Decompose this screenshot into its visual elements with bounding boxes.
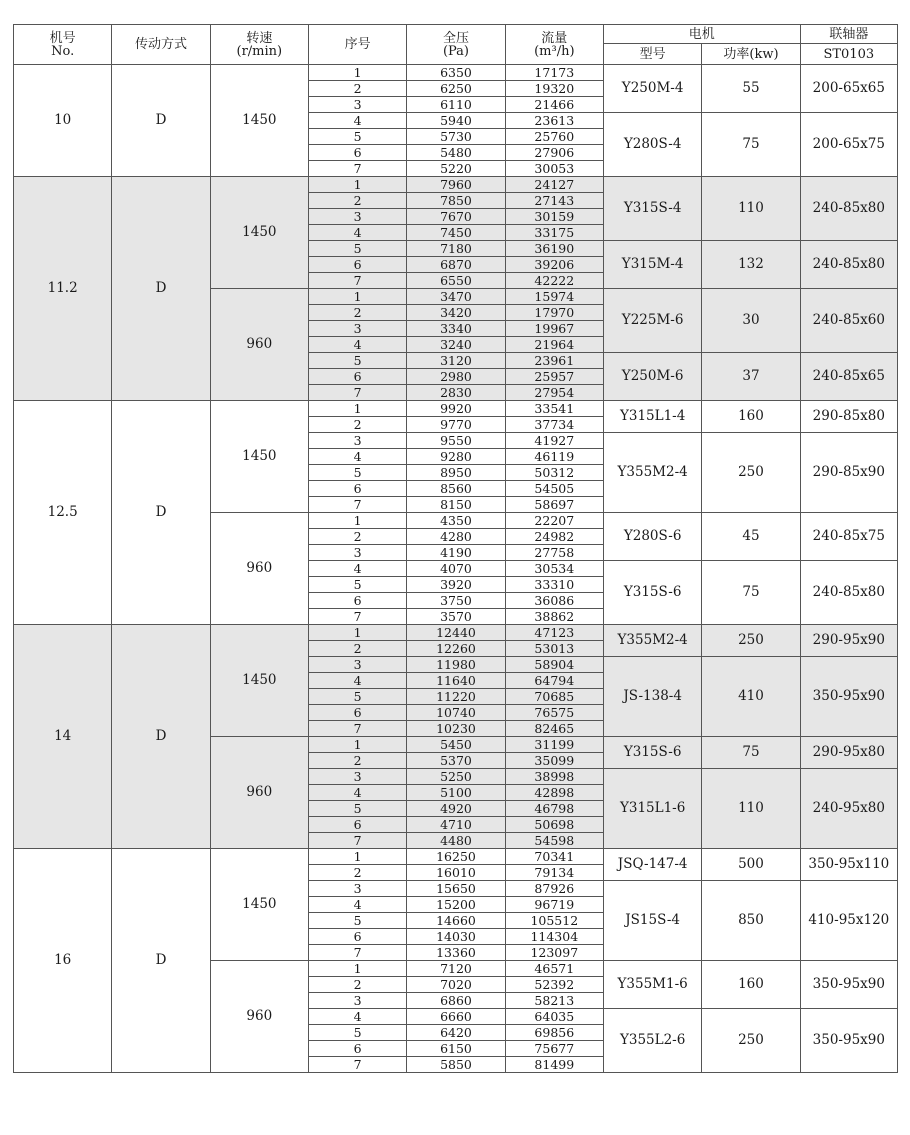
motor-model-cell: Y280S-4 — [603, 113, 701, 177]
coupling-cell: 200-65x65 — [800, 65, 897, 113]
table-row — [14, 625, 898, 641]
seq-cell: 4 — [308, 785, 406, 801]
motor-model-cell: JS15S-4 — [603, 881, 701, 961]
header-motor-model: 型号 — [603, 44, 701, 65]
header-speed — [210, 25, 308, 65]
flow-cell: 46571 — [505, 961, 603, 977]
seq-cell: 2 — [308, 193, 406, 209]
pressure-cell: 16250 — [407, 849, 505, 865]
machine-no-cell: 11.2 — [14, 177, 112, 401]
header-drive — [112, 25, 210, 65]
table-body — [14, 65, 898, 1073]
flow-cell: 39206 — [505, 257, 603, 273]
pressure-cell: 7020 — [407, 977, 505, 993]
seq-cell: 5 — [308, 913, 406, 929]
flow-cell: 19967 — [505, 321, 603, 337]
speed-cell: 960 — [210, 513, 308, 625]
drive-cell: D — [112, 65, 210, 177]
table-row — [14, 177, 898, 193]
seq-cell: 6 — [308, 1041, 406, 1057]
machine-no-cell: 12.5 — [14, 401, 112, 625]
motor-model-cell: Y315L1-4 — [603, 401, 701, 433]
flow-cell: 54598 — [505, 833, 603, 849]
header-pressure-label: 全压 — [442, 30, 469, 46]
motor-power-cell: 250 — [702, 433, 800, 513]
machine-no-cell: 10 — [14, 65, 112, 177]
coupling-cell: 200-65x75 — [800, 113, 897, 177]
speed-cell: 960 — [210, 961, 308, 1073]
pressure-cell: 5850 — [407, 1057, 505, 1073]
pressure-cell: 9280 — [407, 449, 505, 465]
header-motor: 电机 — [603, 25, 800, 44]
seq-cell: 1 — [308, 961, 406, 977]
pressure-cell: 10230 — [407, 721, 505, 737]
seq-cell: 4 — [308, 1009, 406, 1025]
pressure-cell: 2980 — [407, 369, 505, 385]
seq-cell: 3 — [308, 433, 406, 449]
pressure-cell: 13360 — [407, 945, 505, 961]
coupling-cell: 240-85x80 — [800, 241, 897, 289]
flow-cell: 25760 — [505, 129, 603, 145]
coupling-cell: 350-95x90 — [800, 961, 897, 1009]
pressure-cell: 6250 — [407, 81, 505, 97]
pressure-cell: 4350 — [407, 513, 505, 529]
seq-cell: 2 — [308, 753, 406, 769]
flow-cell: 46798 — [505, 801, 603, 817]
seq-cell: 7 — [308, 945, 406, 961]
seq-cell: 4 — [308, 897, 406, 913]
coupling-cell: 350-95x90 — [800, 1009, 897, 1073]
seq-cell: 5 — [308, 577, 406, 593]
pressure-cell: 3750 — [407, 593, 505, 609]
seq-cell: 5 — [308, 689, 406, 705]
pressure-cell: 7670 — [407, 209, 505, 225]
speed-cell: 960 — [210, 737, 308, 849]
motor-power-cell: 75 — [702, 113, 800, 177]
coupling-cell: 240-85x65 — [800, 353, 897, 401]
pressure-cell: 4920 — [407, 801, 505, 817]
seq-cell: 4 — [308, 337, 406, 353]
pressure-cell: 15200 — [407, 897, 505, 913]
pressure-cell: 6870 — [407, 257, 505, 273]
seq-cell: 2 — [308, 641, 406, 657]
pressure-cell: 4190 — [407, 545, 505, 561]
seq-cell: 3 — [308, 881, 406, 897]
pressure-cell: 5220 — [407, 161, 505, 177]
flow-cell: 27143 — [505, 193, 603, 209]
motor-power-cell: 500 — [702, 849, 800, 881]
header-drive-label: 传动方式 — [134, 37, 187, 52]
flow-cell: 79134 — [505, 865, 603, 881]
table-row — [14, 849, 898, 865]
flow-cell: 21466 — [505, 97, 603, 113]
pressure-cell: 8950 — [407, 465, 505, 481]
pressure-cell: 5730 — [407, 129, 505, 145]
flow-cell: 17173 — [505, 65, 603, 81]
flow-cell: 38998 — [505, 769, 603, 785]
header-coupling: 联轴器 — [800, 25, 897, 44]
seq-cell: 7 — [308, 609, 406, 625]
flow-cell: 41927 — [505, 433, 603, 449]
motor-model-cell: Y280S-6 — [603, 513, 701, 561]
seq-cell: 5 — [308, 241, 406, 257]
flow-cell: 70341 — [505, 849, 603, 865]
flow-cell: 52392 — [505, 977, 603, 993]
pressure-cell: 3420 — [407, 305, 505, 321]
motor-power-cell: 30 — [702, 289, 800, 353]
seq-cell: 4 — [308, 113, 406, 129]
seq-cell: 4 — [308, 561, 406, 577]
seq-cell: 5 — [308, 129, 406, 145]
flow-cell: 96719 — [505, 897, 603, 913]
pressure-cell: 3240 — [407, 337, 505, 353]
flow-cell: 42898 — [505, 785, 603, 801]
motor-power-cell: 55 — [702, 65, 800, 113]
flow-cell: 36086 — [505, 593, 603, 609]
flow-cell: 53013 — [505, 641, 603, 657]
pressure-cell: 9920 — [407, 401, 505, 417]
flow-cell: 15974 — [505, 289, 603, 305]
flow-cell: 33541 — [505, 401, 603, 417]
seq-cell: 2 — [308, 865, 406, 881]
coupling-cell: 290-85x80 — [800, 401, 897, 433]
speed-cell: 1450 — [210, 625, 308, 737]
pressure-cell: 8150 — [407, 497, 505, 513]
motor-model-cell: Y250M-6 — [603, 353, 701, 401]
header-pressure — [407, 25, 505, 65]
pressure-cell: 16010 — [407, 865, 505, 881]
flow-cell: 24127 — [505, 177, 603, 193]
pressure-cell: 3920 — [407, 577, 505, 593]
seq-cell: 1 — [308, 513, 406, 529]
coupling-cell: 290-95x80 — [800, 737, 897, 769]
header-speed-unit: (r/min) — [236, 43, 283, 59]
seq-cell: 3 — [308, 545, 406, 561]
motor-model-cell: Y355L2-6 — [603, 1009, 701, 1073]
seq-cell: 5 — [308, 1025, 406, 1041]
pressure-cell: 3340 — [407, 321, 505, 337]
flow-cell: 23961 — [505, 353, 603, 369]
motor-model-cell: Y315L1-6 — [603, 769, 701, 849]
coupling-cell: 240-85x60 — [800, 289, 897, 353]
motor-power-cell: 110 — [702, 769, 800, 849]
pressure-cell: 6660 — [407, 1009, 505, 1025]
seq-cell: 1 — [308, 737, 406, 753]
flow-cell: 36190 — [505, 241, 603, 257]
pressure-cell: 11980 — [407, 657, 505, 673]
seq-cell: 6 — [308, 817, 406, 833]
speed-cell: 1450 — [210, 401, 308, 513]
flow-cell: 50312 — [505, 465, 603, 481]
pressure-cell: 5370 — [407, 753, 505, 769]
header-flow-unit: (m³/h) — [534, 43, 575, 59]
seq-cell: 7 — [308, 273, 406, 289]
pressure-cell: 12440 — [407, 625, 505, 641]
flow-cell: 46119 — [505, 449, 603, 465]
pressure-cell: 5250 — [407, 769, 505, 785]
pressure-cell: 9770 — [407, 417, 505, 433]
seq-cell: 1 — [308, 65, 406, 81]
motor-model-cell: Y355M2-4 — [603, 433, 701, 513]
pressure-cell: 4480 — [407, 833, 505, 849]
flow-cell: 87926 — [505, 881, 603, 897]
seq-cell: 6 — [308, 593, 406, 609]
flow-cell: 25957 — [505, 369, 603, 385]
seq-cell: 4 — [308, 225, 406, 241]
coupling-cell: 350-95x90 — [800, 657, 897, 737]
seq-cell: 3 — [308, 321, 406, 337]
pressure-cell: 6150 — [407, 1041, 505, 1057]
coupling-cell: 350-95x110 — [800, 849, 897, 881]
flow-cell: 27954 — [505, 385, 603, 401]
motor-model-cell: JSQ-147-4 — [603, 849, 701, 881]
drive-cell: D — [112, 625, 210, 849]
flow-cell: 114304 — [505, 929, 603, 945]
pressure-cell: 15650 — [407, 881, 505, 897]
flow-cell: 30534 — [505, 561, 603, 577]
coupling-cell: 240-95x80 — [800, 769, 897, 849]
flow-cell: 33310 — [505, 577, 603, 593]
flow-cell: 19320 — [505, 81, 603, 97]
pressure-cell: 5480 — [407, 145, 505, 161]
pressure-cell: 5100 — [407, 785, 505, 801]
motor-model-cell: Y250M-4 — [603, 65, 701, 113]
motor-power-cell: 132 — [702, 241, 800, 289]
header-pressure-unit: (Pa) — [442, 43, 469, 59]
pressure-cell: 11220 — [407, 689, 505, 705]
motor-power-cell: 160 — [702, 401, 800, 433]
seq-cell: 2 — [308, 417, 406, 433]
machine-no-cell: 16 — [14, 849, 112, 1073]
seq-cell: 1 — [308, 401, 406, 417]
header-seq — [308, 25, 406, 65]
flow-cell: 58904 — [505, 657, 603, 673]
drive-cell: D — [112, 849, 210, 1073]
pressure-cell: 4710 — [407, 817, 505, 833]
seq-cell: 3 — [308, 769, 406, 785]
drive-cell: D — [112, 177, 210, 401]
flow-cell: 76575 — [505, 705, 603, 721]
seq-cell: 4 — [308, 673, 406, 689]
seq-cell: 1 — [308, 289, 406, 305]
seq-cell: 7 — [308, 721, 406, 737]
flow-cell: 23613 — [505, 113, 603, 129]
motor-power-cell: 250 — [702, 1009, 800, 1073]
pressure-cell: 6550 — [407, 273, 505, 289]
pressure-cell: 5450 — [407, 737, 505, 753]
fan-performance-table — [13, 24, 898, 1073]
flow-cell: 123097 — [505, 945, 603, 961]
seq-cell: 2 — [308, 529, 406, 545]
flow-cell: 58213 — [505, 993, 603, 1009]
seq-cell: 7 — [308, 497, 406, 513]
flow-cell: 64035 — [505, 1009, 603, 1025]
seq-cell: 3 — [308, 97, 406, 113]
flow-cell: 30159 — [505, 209, 603, 225]
header-machine-no-label: 机号 — [49, 30, 76, 46]
seq-cell: 1 — [308, 625, 406, 641]
header-flow-label: 流量 — [541, 30, 568, 46]
flow-cell: 82465 — [505, 721, 603, 737]
flow-cell: 69856 — [505, 1025, 603, 1041]
header-machine-no-en-label: No. — [51, 43, 75, 59]
flow-cell: 35099 — [505, 753, 603, 769]
motor-power-cell: 37 — [702, 353, 800, 401]
pressure-cell: 6350 — [407, 65, 505, 81]
seq-cell: 2 — [308, 305, 406, 321]
pressure-cell: 11640 — [407, 673, 505, 689]
motor-power-cell: 45 — [702, 513, 800, 561]
seq-cell: 5 — [308, 353, 406, 369]
pressure-cell: 9550 — [407, 433, 505, 449]
seq-cell: 7 — [308, 385, 406, 401]
machine-no-cell: 14 — [14, 625, 112, 849]
flow-cell: 24982 — [505, 529, 603, 545]
flow-cell: 105512 — [505, 913, 603, 929]
pressure-cell: 3120 — [407, 353, 505, 369]
motor-model-cell: Y355M1-6 — [603, 961, 701, 1009]
header-flow — [505, 25, 603, 65]
motor-model-cell: Y315S-4 — [603, 177, 701, 241]
speed-cell: 1450 — [210, 177, 308, 289]
table-row — [14, 65, 898, 81]
flow-cell: 37734 — [505, 417, 603, 433]
coupling-cell: 290-95x90 — [800, 625, 897, 657]
seq-cell: 5 — [308, 801, 406, 817]
header-machine-no — [14, 25, 112, 65]
seq-cell: 6 — [308, 145, 406, 161]
pressure-cell: 7450 — [407, 225, 505, 241]
pressure-cell: 14030 — [407, 929, 505, 945]
flow-cell: 50698 — [505, 817, 603, 833]
motor-power-cell: 410 — [702, 657, 800, 737]
seq-cell: 2 — [308, 977, 406, 993]
pressure-cell: 14660 — [407, 913, 505, 929]
pressure-cell: 3470 — [407, 289, 505, 305]
motor-model-cell: Y315S-6 — [603, 561, 701, 625]
motor-model-cell: Y315M-4 — [603, 241, 701, 289]
seq-cell: 5 — [308, 465, 406, 481]
speed-cell: 1450 — [210, 849, 308, 961]
seq-cell: 3 — [308, 209, 406, 225]
motor-power-cell: 250 — [702, 625, 800, 657]
pressure-cell: 12260 — [407, 641, 505, 657]
seq-cell: 3 — [308, 993, 406, 1009]
header-motor-power: 功率(kw) — [702, 44, 800, 65]
flow-cell: 70685 — [505, 689, 603, 705]
pressure-cell: 7120 — [407, 961, 505, 977]
flow-cell: 58697 — [505, 497, 603, 513]
motor-model-cell: Y355M2-4 — [603, 625, 701, 657]
flow-cell: 17970 — [505, 305, 603, 321]
table-row — [14, 401, 898, 417]
header-speed-label: 转速 — [246, 30, 273, 46]
seq-cell: 7 — [308, 161, 406, 177]
pressure-cell: 6860 — [407, 993, 505, 1009]
flow-cell: 27758 — [505, 545, 603, 561]
flow-cell: 42222 — [505, 273, 603, 289]
pressure-cell: 3570 — [407, 609, 505, 625]
pressure-cell: 2830 — [407, 385, 505, 401]
flow-cell: 22207 — [505, 513, 603, 529]
drive-cell: D — [112, 401, 210, 625]
flow-cell: 31199 — [505, 737, 603, 753]
header-coupling-model: ST0103 — [800, 44, 897, 65]
pressure-cell: 7180 — [407, 241, 505, 257]
motor-power-cell: 75 — [702, 737, 800, 769]
seq-cell: 2 — [308, 81, 406, 97]
motor-power-cell: 850 — [702, 881, 800, 961]
pressure-cell: 10740 — [407, 705, 505, 721]
coupling-cell: 410-95x120 — [800, 881, 897, 961]
flow-cell: 33175 — [505, 225, 603, 241]
motor-model-cell: JS-138-4 — [603, 657, 701, 737]
pressure-cell: 4280 — [407, 529, 505, 545]
motor-power-cell: 160 — [702, 961, 800, 1009]
seq-cell: 1 — [308, 177, 406, 193]
coupling-cell: 240-85x80 — [800, 561, 897, 625]
seq-cell: 7 — [308, 833, 406, 849]
flow-cell: 21964 — [505, 337, 603, 353]
motor-power-cell: 75 — [702, 561, 800, 625]
pressure-cell: 6110 — [407, 97, 505, 113]
seq-cell: 6 — [308, 257, 406, 273]
flow-cell: 30053 — [505, 161, 603, 177]
header-seq-label: 序号 — [344, 37, 371, 52]
pressure-cell: 4070 — [407, 561, 505, 577]
coupling-cell: 290-85x90 — [800, 433, 897, 513]
flow-cell: 27906 — [505, 145, 603, 161]
flow-cell: 54505 — [505, 481, 603, 497]
seq-cell: 3 — [308, 657, 406, 673]
seq-cell: 7 — [308, 1057, 406, 1073]
seq-cell: 1 — [308, 849, 406, 865]
flow-cell: 47123 — [505, 625, 603, 641]
motor-model-cell: Y315S-6 — [603, 737, 701, 769]
speed-cell: 960 — [210, 289, 308, 401]
seq-cell: 6 — [308, 929, 406, 945]
speed-cell: 1450 — [210, 65, 308, 177]
pressure-cell: 7960 — [407, 177, 505, 193]
flow-cell: 64794 — [505, 673, 603, 689]
motor-power-cell: 110 — [702, 177, 800, 241]
seq-cell: 6 — [308, 481, 406, 497]
seq-cell: 6 — [308, 705, 406, 721]
table-header — [14, 25, 898, 65]
pressure-cell: 7850 — [407, 193, 505, 209]
seq-cell: 6 — [308, 369, 406, 385]
flow-cell: 38862 — [505, 609, 603, 625]
coupling-cell: 240-85x75 — [800, 513, 897, 561]
motor-model-cell: Y225M-6 — [603, 289, 701, 353]
pressure-cell: 6420 — [407, 1025, 505, 1041]
flow-cell: 75677 — [505, 1041, 603, 1057]
pressure-cell: 5940 — [407, 113, 505, 129]
pressure-cell: 8560 — [407, 481, 505, 497]
seq-cell: 4 — [308, 449, 406, 465]
coupling-cell: 240-85x80 — [800, 177, 897, 241]
flow-cell: 81499 — [505, 1057, 603, 1073]
